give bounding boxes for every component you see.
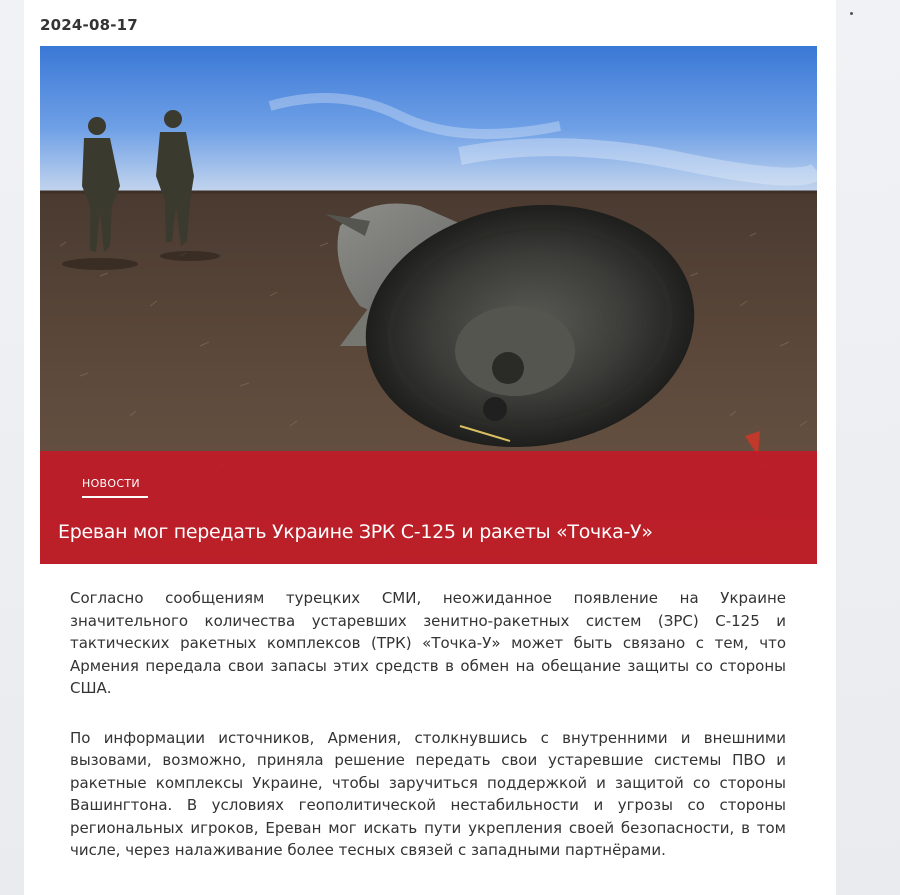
article-hero[interactable] <box>40 46 817 564</box>
article-body <box>70 587 786 889</box>
decorative-dot <box>850 12 853 15</box>
title-overlay <box>40 451 817 564</box>
article-title[interactable]: Ереван мог передать Украине ЗРК С-125 и ракеты «Точка-У» <box>58 521 653 543</box>
category-label[interactable]: НОВОСТИ <box>82 477 140 490</box>
category-underline <box>82 496 148 498</box>
article-paragraph-2: По информации источников, Армения, столкнувшись с внутренними и внешними вызовами, возможно, приняла решение передать свои устаревшие системы ПВО и ракетные комплексы Украине, чтобы заручиться поддержкой и защитой со стороны Вашингтона. В условиях геополитической нестабильности и угрозы со стороны региональных игроков, Ереван мог искать пути укрепления своей безопасности, в том числе, через налаживание более тесных связей с западными партнёрами. <box>70 728 786 859</box>
article-date: 2024-08-17 <box>40 16 138 34</box>
article-card <box>24 0 836 895</box>
article-paragraph-1: Согласно сообщениям турецких СМИ, неожиданное появление на Украине значительного количества устаревших зенитно-ракетных систем (ЗРС) С-125 и тактических ракетных комплексов (ТРК) «Точка-У» может быть связано с тем, что Армения передала свои запасы этих средств в обмен на обещание защиты со стороны США. <box>70 589 786 697</box>
